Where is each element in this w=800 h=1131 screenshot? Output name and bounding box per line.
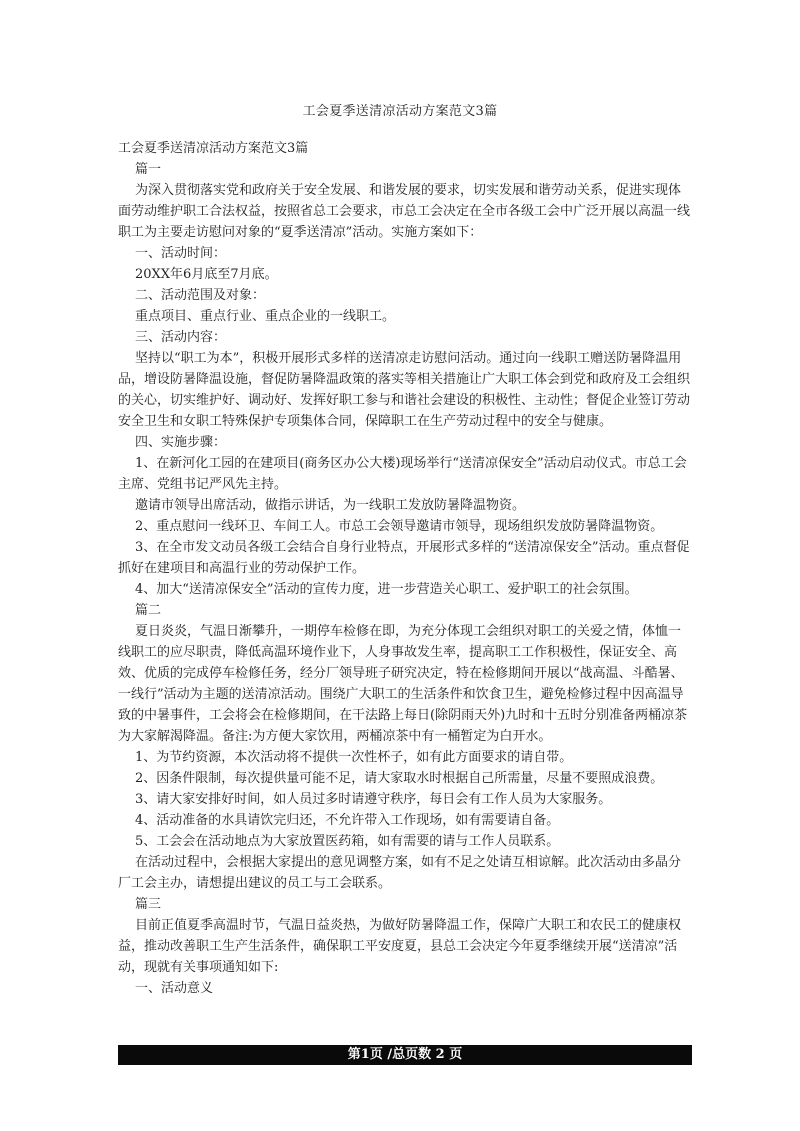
- paragraph: 二、活动范围及对象：: [135, 288, 266, 303]
- paragraph: 篇三: [135, 897, 162, 912]
- paragraph: 三、活动内容：: [135, 330, 227, 345]
- paragraph: 一、活动意义: [135, 981, 214, 996]
- paragraph: 一、活动时间：: [135, 246, 227, 261]
- paragraph: 4、活动准备的水具请饮完归还，不允许带入工作现场，如有需要请自备。: [135, 813, 560, 828]
- paragraph: 1、在新河化工园的在建项目(商务区办公大楼)现场举行“送清凉保安全”活动启动仪式。市总工会主席、党组书记严风先主持。: [118, 456, 687, 492]
- page-footer: 第1页 /总页数 2 页: [118, 1045, 692, 1065]
- document-body: [118, 138, 692, 999]
- paragraph: 夏日炎炎，气温日渐攀升，一期停车检修在即，为充分体现工会组织对职工的关爱之情，体恤一线职工的应尽职责，降低高温环境作业下，人身事故发生率，提高职工工作积极性，保证安全、高效、优质的完成停车检修任务，经分厂领导班子研究决定，特在检修期间开展以“战高温、斗酷暑、一线行”活动为主题的送清凉活动。围绕广大职工的生活条件和饮食卫生，避免检修过程中因高温导致的中暑事件，工会将会在检修期间，在干法路上每日(除阴雨天外)九时和十五时分别准备两桶凉茶为大家解渴降温。备注:为方便大家饮用，两桶凉茶中有一桶暂定为白开水。: [118, 624, 688, 744]
- paragraph: 邀请市领导出席活动，做指示讲话，为一线职工发放防暑降温物资。: [135, 498, 526, 513]
- paragraph: 工会夏季送清凉活动方案范文3篇: [118, 141, 309, 156]
- paragraph: 2、因条件限制，每次提供量可能不足，请大家取水时根据自己所需量，尽量不要照成浪费。: [135, 771, 664, 786]
- paragraph: 篇一: [135, 162, 162, 177]
- paragraph: 1、为节约资源，本次活动将不提供一次性杯子，如有此方面要求的请自带。: [135, 750, 573, 765]
- paragraph: 坚持以“职工为本”，积极开展形式多样的送清凉走访慰问活动。通过向一线职工赠送防暑降温用品，增设防暑降温设施，督促防暑降温政策的落实等相关措施让广大职工体会到党和政府及工会组织的关心，切实维护好、调动好、发挥好职工参与和谐社会建设的积极性、主动性；督促企业签订劳动安全卫生和女职工特殊保护专项集体合同，保障职工在生产劳动过程中的安全与健康。: [118, 351, 691, 429]
- paragraph: 5、工会会在活动地点为大家放置医药箱，如有需要的请与工作人员联系。: [135, 834, 560, 849]
- paragraph: 3、请大家安排好时间，如人员过多时请遵守秩序，每日会有工作人员为大家服务。: [135, 792, 612, 807]
- paragraph: 在活动过程中，会根据大家提出的意见调整方案，如有不足之处请互相谅解。此次活动由多晶分厂工会主办，请想提出建议的员工与工会联系。: [118, 855, 682, 891]
- paragraph: 四、实施步骤：: [135, 435, 227, 450]
- page-title: 工会夏季送清凉活动方案范文3篇: [302, 104, 498, 119]
- paragraph: 4、加大“送清凉保安全”活动的宣传力度，进一步营造关心职工、爱护职工的社会氛围。: [135, 582, 638, 597]
- paragraph: 重点项目、重点行业、重点企业的一线职工。: [135, 309, 396, 324]
- paragraph: 目前正值夏季高温时节，气温日益炎热，为做好防暑降温工作，保障广大职工和农民工的健康权益，推动改善职工生产生活条件，确保职工平安度夏，县总工会决定今年夏季继续开展“送清凉”活动，现就有关事项通知如下:: [118, 918, 682, 975]
- paragraph: 篇二: [135, 603, 162, 618]
- paragraph: 为深入贯彻落实党和政府关于安全发展、和谐发展的要求，切实发展和谐劳动关系，促进实现体面劳动维护职工合法权益，按照省总工会要求，市总工会决定在全市各级工会中广泛开展以高温一线职工为主要走访慰问对象的“夏季送清凉”活动。实施方案如下：: [118, 183, 691, 240]
- paragraph: 20XX年6月底至7月底。: [135, 267, 278, 282]
- paragraph: 3、在全市发文动员各级工会结合自身行业特点，开展形式多样的“送清凉保安全”活动。重点督促抓好在建项目和高温行业的劳动保护工作。: [118, 540, 690, 576]
- paragraph: 2、重点慰问一线环卫、车间工人。市总工会领导邀请市领导，现场组织发放防暑降温物资。: [135, 519, 664, 534]
